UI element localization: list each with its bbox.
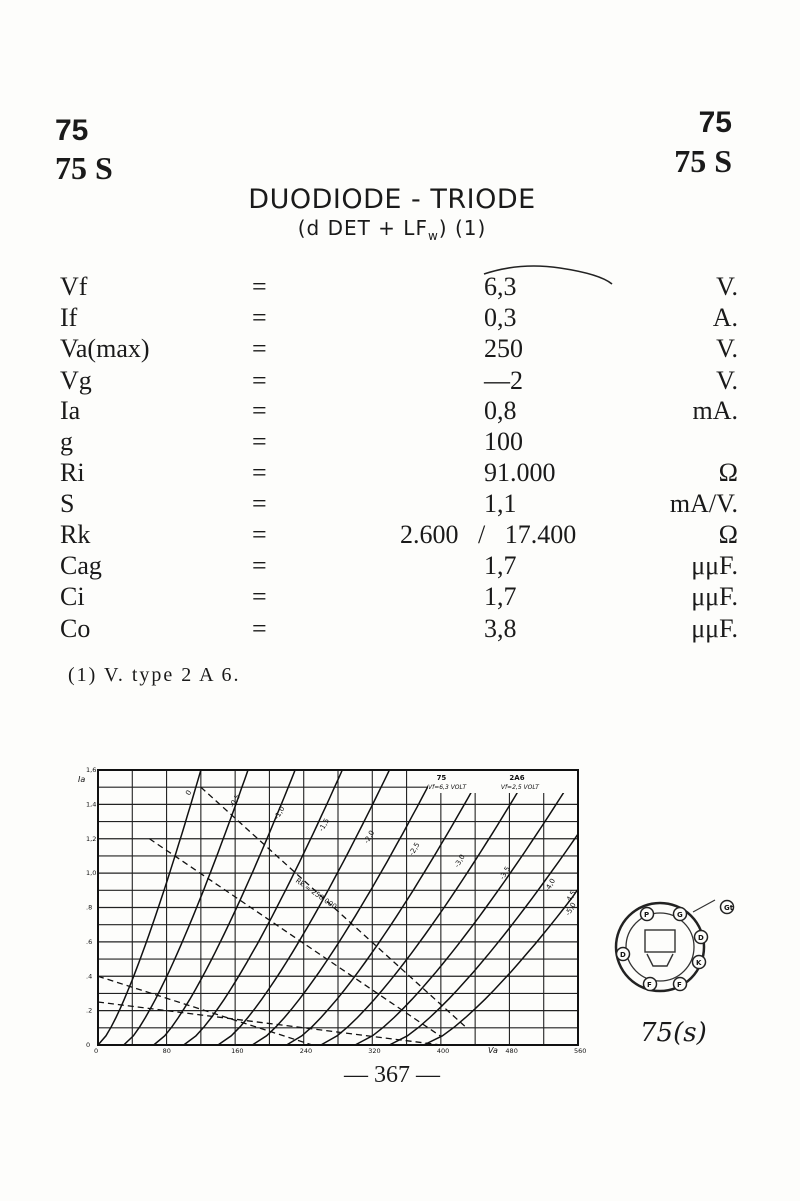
spec-row <box>0 366 800 397</box>
x-tick-label: 560 <box>574 1047 587 1055</box>
spec-row <box>0 551 800 582</box>
load-line-caption: Rk = 250 000 <box>293 876 339 911</box>
curve-label: -4,0 <box>543 877 558 894</box>
tube-variant-left: 75 S <box>55 150 113 186</box>
spec-value: 0,3 <box>484 303 517 332</box>
y-tick-label: 1,4 <box>86 800 97 809</box>
spec-unit: V. <box>716 272 738 301</box>
spec-symbol: Va(max) <box>60 334 150 363</box>
spec-value: —2 <box>484 366 523 395</box>
spec-value: 3,8 <box>484 614 517 643</box>
curve-label: -2,5 <box>407 841 422 857</box>
spec-symbol: Co <box>60 614 91 643</box>
spec-row <box>0 396 800 427</box>
tube-number-left: 75 <box>55 114 89 147</box>
y-tick-label: 1,0 <box>86 869 97 878</box>
subtitle-subscript: w <box>427 229 439 243</box>
x-tick-label: 160 <box>231 1047 244 1055</box>
spec-unit: mA. <box>692 396 738 425</box>
curve-label: -0,5 <box>228 792 242 809</box>
tube-number-right: 75 <box>698 106 732 139</box>
spec-equals: = <box>252 427 267 456</box>
spec-symbol: If <box>60 303 78 332</box>
spec-row <box>0 582 800 613</box>
y-tick-label: .8 <box>86 903 93 912</box>
legend-left-value: 75 <box>436 774 447 782</box>
curve-label: -4,5 <box>563 889 578 906</box>
spec-equals: = <box>252 334 267 363</box>
footnote: (1) V. type 2 A 6. <box>68 664 241 686</box>
socket-pin-label: G <box>677 911 683 919</box>
y-tick-label: 1,6 <box>86 766 97 774</box>
tube-variant-right: 75 S <box>674 143 732 179</box>
socket-pin-label: Gt <box>724 904 734 912</box>
spec-value: 6,3 <box>484 272 517 301</box>
curve-label: -1,5 <box>317 817 332 833</box>
socket-pin-label: D <box>698 934 704 942</box>
y-tick-label: .4 <box>86 972 93 981</box>
spec-value: 91.000 <box>484 458 556 487</box>
spec-unit: Ω <box>718 520 738 549</box>
y-tick-label: .6 <box>86 937 93 946</box>
page-subtitle <box>0 216 784 243</box>
characteristic-chart <box>70 750 590 1055</box>
subtitle-prefix: (d DET + LF <box>297 216 428 240</box>
legend-left-prefix: Vf=6,3 VOLT <box>428 784 467 791</box>
spec-equals: = <box>252 366 267 395</box>
curve-label: -3,5 <box>498 865 512 881</box>
spec-equals: = <box>252 520 267 549</box>
spec-symbol: S <box>60 489 75 518</box>
y-axis-label: Ia <box>78 775 86 784</box>
page-title: DUODIODE - TRIODE <box>248 184 536 215</box>
spec-unit: μμF. <box>691 582 738 611</box>
spec-equals: = <box>252 489 267 518</box>
spec-row <box>0 489 800 520</box>
spec-equals: = <box>252 272 267 301</box>
curve-label: -2,0 <box>362 829 377 845</box>
spec-value: 1,7 <box>484 582 517 611</box>
load-line <box>149 839 440 1037</box>
spec-value: 250 <box>484 334 523 363</box>
spec-value: 1,7 <box>484 551 517 580</box>
spec-unit: μμF. <box>691 614 738 643</box>
spec-row <box>0 614 800 645</box>
subtitle-suffix: ) (1) <box>438 216 487 240</box>
x-tick-label: 400 <box>436 1047 450 1055</box>
spec-row <box>0 272 800 303</box>
x-tick-label: 320 <box>368 1047 381 1055</box>
spec-unit: mA/V. <box>669 489 738 518</box>
socket-caption: 75(s) <box>640 1018 707 1048</box>
curve-label: 0 <box>184 788 194 797</box>
socket-pin-label: F <box>677 981 682 989</box>
spec-row <box>0 458 800 489</box>
legend-right-value: 2A6 <box>509 774 525 782</box>
spec-equals: = <box>252 551 267 580</box>
spec-symbol: Vg <box>60 366 92 395</box>
x-tick-label: 80 <box>162 1047 171 1055</box>
spec-symbol: Rk <box>60 520 91 549</box>
x-tick-label: 240 <box>299 1047 313 1055</box>
spec-symbol: Ci <box>60 582 85 611</box>
x-axis-label: Va <box>488 1046 498 1055</box>
y-tick-label: .2 <box>86 1006 93 1015</box>
spec-equals: = <box>252 582 267 611</box>
socket-pin-label: K <box>696 959 702 967</box>
spec-symbol: Ia <box>60 396 81 425</box>
curve-label: -1,0 <box>272 805 287 821</box>
x-tick-label: 480 <box>505 1047 518 1055</box>
page-number: — 367 — <box>344 1062 440 1088</box>
spec-row <box>0 427 800 458</box>
spec-value: 100 <box>484 427 523 456</box>
socket-pin-label: F <box>647 981 652 989</box>
y-tick-label: 1,2 <box>86 834 97 843</box>
spec-symbol: Vf <box>60 272 88 301</box>
spec-symbol: g <box>60 427 73 456</box>
pen-mark <box>480 262 620 292</box>
socket-pin-label: P <box>644 911 650 919</box>
spec-row <box>0 303 800 334</box>
legend-right-prefix: Vf=2,5 VOLT <box>500 784 539 791</box>
spec-equals: = <box>252 396 267 425</box>
spec-unit: μμF. <box>691 551 738 580</box>
spec-equals: = <box>252 458 267 487</box>
spec-unit: A. <box>712 303 738 332</box>
spec-equals: = <box>252 614 267 643</box>
spec-value: 2.600 / 17.400 <box>400 520 577 549</box>
spec-row <box>0 520 800 551</box>
y-tick-label: 0 <box>86 1041 91 1049</box>
x-tick-label: 0 <box>94 1047 99 1055</box>
spec-unit: Ω <box>718 458 738 487</box>
socket-pin-label: D <box>620 951 626 959</box>
spec-value: 1,1 <box>484 489 517 518</box>
curve-label: -5,0 <box>563 901 578 918</box>
spec-unit: V. <box>716 366 738 395</box>
spec-row <box>0 334 800 365</box>
spec-unit: V. <box>716 334 738 363</box>
spec-value: 0,8 <box>484 396 517 425</box>
spec-symbol: Cag <box>60 551 102 580</box>
spec-equals: = <box>252 303 267 332</box>
curve-label: -3,0 <box>452 853 467 869</box>
spec-symbol: Ri <box>60 458 85 487</box>
